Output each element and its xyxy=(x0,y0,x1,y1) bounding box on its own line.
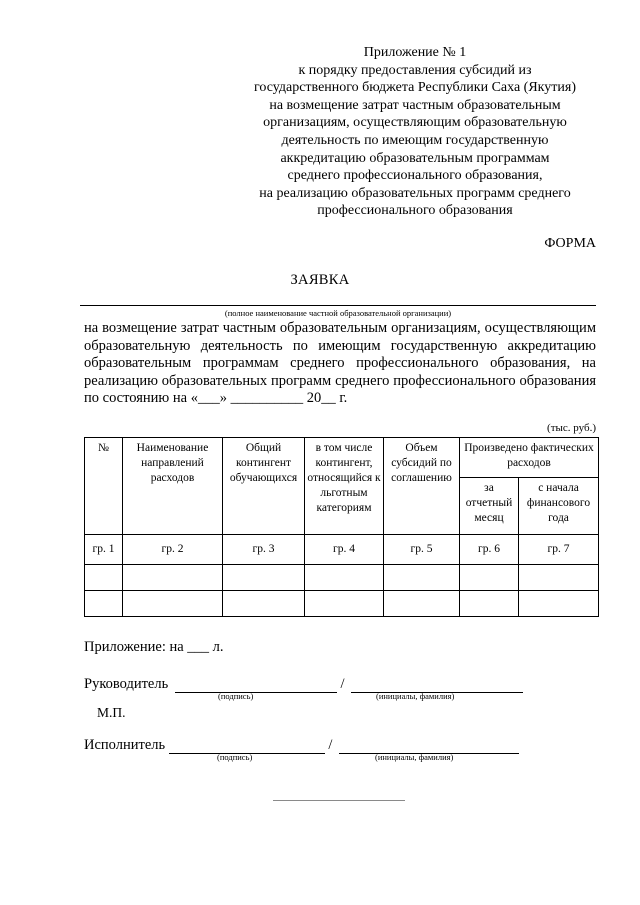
table-cell[interactable] xyxy=(519,565,599,591)
header-subsidy-volume: Объем субсидий по соглашению xyxy=(384,438,460,535)
column-number: гр. 4 xyxy=(305,535,384,565)
expenses-table xyxy=(84,437,599,617)
table-cell[interactable] xyxy=(305,565,384,591)
table-cell[interactable] xyxy=(85,591,123,617)
organization-name-caption: (полное наименование частной образовательной организации) xyxy=(224,308,452,318)
column-number: гр. 5 xyxy=(384,535,460,565)
header-row xyxy=(85,438,599,478)
column-number: гр. 2 xyxy=(123,535,223,565)
table-cell[interactable] xyxy=(85,565,123,591)
table-cell[interactable] xyxy=(384,591,460,617)
table-cell[interactable] xyxy=(519,591,599,617)
executor-label: Исполнитель xyxy=(84,737,166,753)
column-number: гр. 7 xyxy=(519,535,599,565)
units-label: (тыс. руб.) xyxy=(547,422,596,434)
table-cell[interactable] xyxy=(460,591,519,617)
manager-signature-row xyxy=(84,676,523,693)
table-cell[interactable] xyxy=(123,565,223,591)
appendix-line: на возмещение затрат частным образовательным xyxy=(269,97,561,113)
column-number: гр. 3 xyxy=(223,535,305,565)
appendix-line: к порядку предоставления субсидий из xyxy=(298,62,532,78)
table-row xyxy=(85,565,599,591)
application-text: на возмещение затрат частным образовательным организациям, осуществляющим образовательную деятельность по имеющим государственную аккредитацию образовательным программам среднего профессионального образования, на реализацию образовательных программ среднего профессионального образования по состоянию на «___» __________ 20__ г. xyxy=(84,320,596,406)
manager-label: Руководитель xyxy=(84,676,169,692)
header-actual-expenses: Произведено фактических расходов xyxy=(460,438,599,478)
column-number-row xyxy=(85,535,599,565)
table-cell[interactable] xyxy=(384,565,460,591)
manager-signature-caption: (подпись) xyxy=(218,691,254,701)
header-since-year-start: с начала финансового года xyxy=(519,478,599,535)
table-cell[interactable] xyxy=(223,591,305,617)
column-number: гр. 1 xyxy=(85,535,123,565)
appendix-header xyxy=(225,44,605,220)
manager-signature-field[interactable] xyxy=(175,678,337,693)
column-number: гр. 6 xyxy=(460,535,519,565)
appendix-line: Приложение № 1 xyxy=(363,45,467,60)
appendix-line: профессионального образования xyxy=(317,203,513,219)
attachment-line: Приложение: на ___ л. xyxy=(84,639,224,655)
table-cell[interactable] xyxy=(460,565,519,591)
executor-signature-row xyxy=(84,737,519,754)
executor-signature-caption: (подпись) xyxy=(217,752,253,762)
table-cell[interactable] xyxy=(305,591,384,617)
executor-name-caption: (инициалы, фамилия) xyxy=(375,752,454,762)
organization-name-field[interactable] xyxy=(80,305,596,306)
appendix-line: государственного бюджета Республики Саха (Якутия) xyxy=(253,80,576,96)
table-cell[interactable] xyxy=(223,565,305,591)
appendix-line: на реализацию образовательных программ среднего xyxy=(259,185,571,201)
header-total-contingent: Общий контингент обучающихся xyxy=(223,438,305,535)
appendix-line: деятельность по имеющим государственную xyxy=(281,132,549,148)
footnote-separator xyxy=(273,800,405,801)
header-reporting-month: за отчетный месяц xyxy=(460,478,519,535)
header-number: № xyxy=(85,438,123,535)
table-cell[interactable] xyxy=(123,591,223,617)
header-preferential-contingent: в том числе контингент, относящийся к льготным категориям xyxy=(305,438,384,535)
table-row xyxy=(85,591,599,617)
stamp-label: М.П. xyxy=(97,705,126,720)
form-label: ФОРМА xyxy=(544,236,596,251)
document-title: ЗАЯВКА xyxy=(290,272,350,288)
manager-separator: / xyxy=(340,676,345,692)
manager-name-caption: (инициалы, фамилия) xyxy=(376,691,455,701)
appendix-line: среднего профессионального образования, xyxy=(287,168,543,184)
header-directions: Наименование направлений расходов xyxy=(123,438,223,535)
appendix-line: организациям, осуществляющим образовательную xyxy=(263,115,567,131)
executor-separator: / xyxy=(328,737,333,753)
appendix-line: аккредитацию образовательным программам xyxy=(280,150,550,166)
